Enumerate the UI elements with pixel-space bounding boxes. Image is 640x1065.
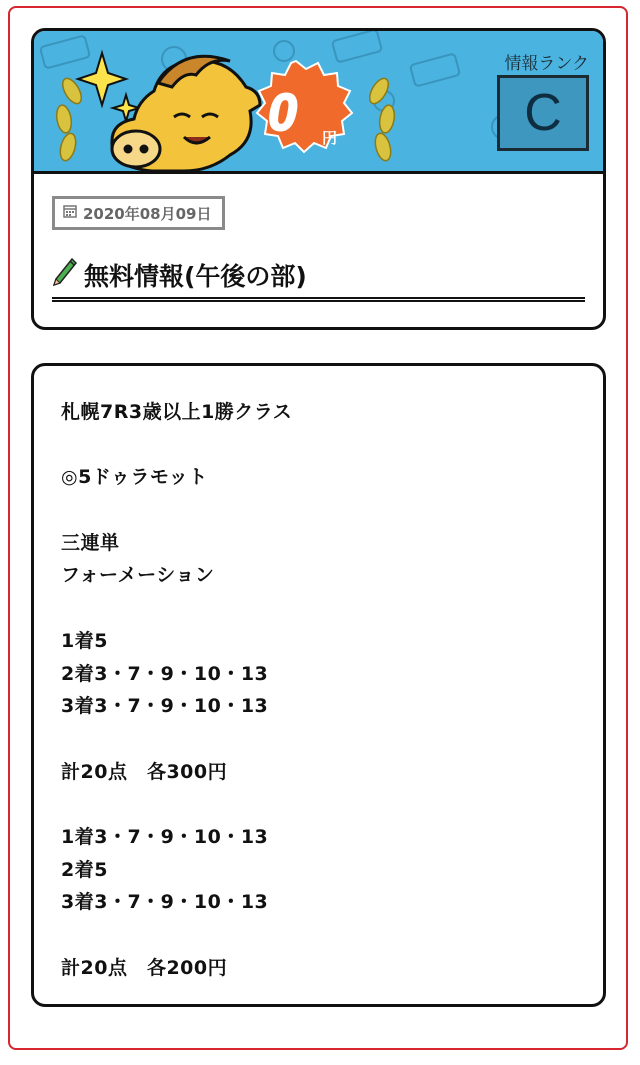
post-title-text: 無料情報(午後の部) <box>84 262 307 291</box>
title-divider <box>52 297 585 302</box>
rank-badge: C <box>497 75 589 151</box>
free-info-banner <box>34 31 603 174</box>
content-line <box>61 723 583 756</box>
price-unit: 円 <box>322 129 338 147</box>
content-line: 計20点 各200円 <box>61 956 228 979</box>
content-line: フォーメーション <box>61 564 215 587</box>
content-line: 2着5 <box>61 858 108 881</box>
rank-label: 情報ランク <box>504 54 589 74</box>
content-line <box>61 788 583 821</box>
content-line: 3着3・7・9・10・13 <box>61 695 269 718</box>
pencil-icon <box>52 257 78 293</box>
content-line <box>61 592 583 625</box>
prediction-content <box>61 396 583 984</box>
info-header-card <box>31 28 606 330</box>
content-line <box>61 494 583 527</box>
content-line: 1着3・7・9・10・13 <box>61 825 269 848</box>
horse-mascot <box>112 56 260 171</box>
content-line: 札幌7R3歳以上1勝クラス <box>61 401 293 423</box>
post-date-text: 2020年08月09日 <box>83 204 212 223</box>
post-date <box>52 196 225 230</box>
content-line: 1着5 <box>61 629 108 652</box>
sparkle-icon <box>78 53 139 121</box>
content-line: 3着3・7・9・10・13 <box>61 891 269 914</box>
content-line: 三連単 <box>61 531 120 554</box>
calendar-icon <box>63 204 77 222</box>
info-content-card <box>31 363 606 1007</box>
content-line: 2着3・7・9・10・13 <box>61 662 269 685</box>
content-line <box>61 919 583 952</box>
content-line: 計20点 各300円 <box>61 760 228 783</box>
price-value: 0 <box>268 84 297 142</box>
content-line: ◎5ドゥラモット <box>61 466 208 489</box>
content-line <box>61 429 583 462</box>
post-title <box>52 257 307 293</box>
